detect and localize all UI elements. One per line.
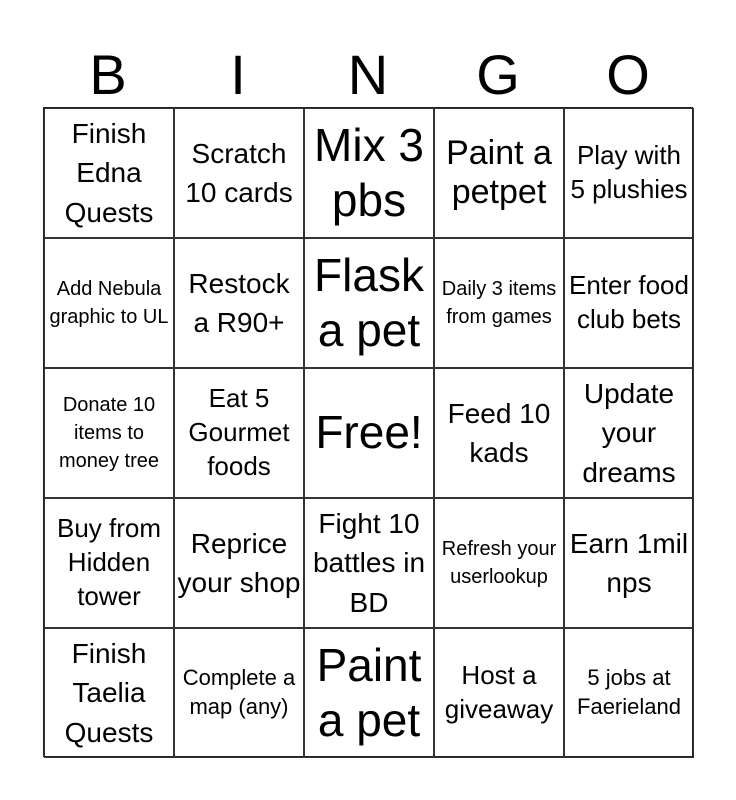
bingo-cell[interactable]: Fight 10 battles in BD (304, 498, 434, 628)
bingo-cell[interactable]: Mix 3 pbs (304, 108, 434, 238)
bingo-cell[interactable]: Feed 10 kads (434, 368, 564, 498)
bingo-cell[interactable]: Reprice your shop (174, 498, 304, 628)
bingo-cell[interactable]: Paint a pet (304, 628, 434, 758)
bingo-cell[interactable]: Finish Edna Quests (44, 108, 174, 238)
bingo-cell[interactable]: Eat 5 Gourmet foods (174, 368, 304, 498)
header-letter-i: I (230, 43, 246, 106)
bingo-cell[interactable]: Earn 1mil nps (564, 498, 694, 628)
bingo-cell[interactable]: Complete a map (any) (174, 628, 304, 758)
bingo-cell[interactable]: Update your dreams (564, 368, 694, 498)
bingo-cell[interactable]: Paint a petpet (434, 108, 564, 238)
free-space-cell[interactable]: Free! (304, 368, 434, 498)
bingo-cell[interactable]: 5 jobs at Faerieland (564, 628, 694, 758)
bingo-cell[interactable]: Restock a R90+ (174, 238, 304, 368)
bingo-cell[interactable]: Daily 3 items from games (434, 238, 564, 368)
bingo-cell[interactable]: Enter food club bets (564, 238, 694, 368)
header-letter-g: G (476, 43, 520, 106)
bingo-grid (43, 107, 693, 757)
bingo-cell[interactable]: Add Nebula graphic to UL (44, 238, 174, 368)
bingo-cell[interactable]: Play with 5 plushies (564, 108, 694, 238)
bingo-cell[interactable]: Host a giveaway (434, 628, 564, 758)
bingo-cell[interactable]: Refresh your userlookup (434, 498, 564, 628)
bingo-cell[interactable]: Scratch 10 cards (174, 108, 304, 238)
header-letter-b: B (89, 43, 127, 106)
header-letter-n: N (347, 43, 389, 106)
bingo-cell[interactable]: Donate 10 items to money tree (44, 368, 174, 498)
bingo-cell[interactable]: Finish Taelia Quests (44, 628, 174, 758)
bingo-cell[interactable]: Flask a pet (304, 238, 434, 368)
bingo-header (43, 44, 693, 106)
header-letter-o: O (606, 43, 650, 106)
bingo-cell[interactable]: Buy from Hidden tower (44, 498, 174, 628)
